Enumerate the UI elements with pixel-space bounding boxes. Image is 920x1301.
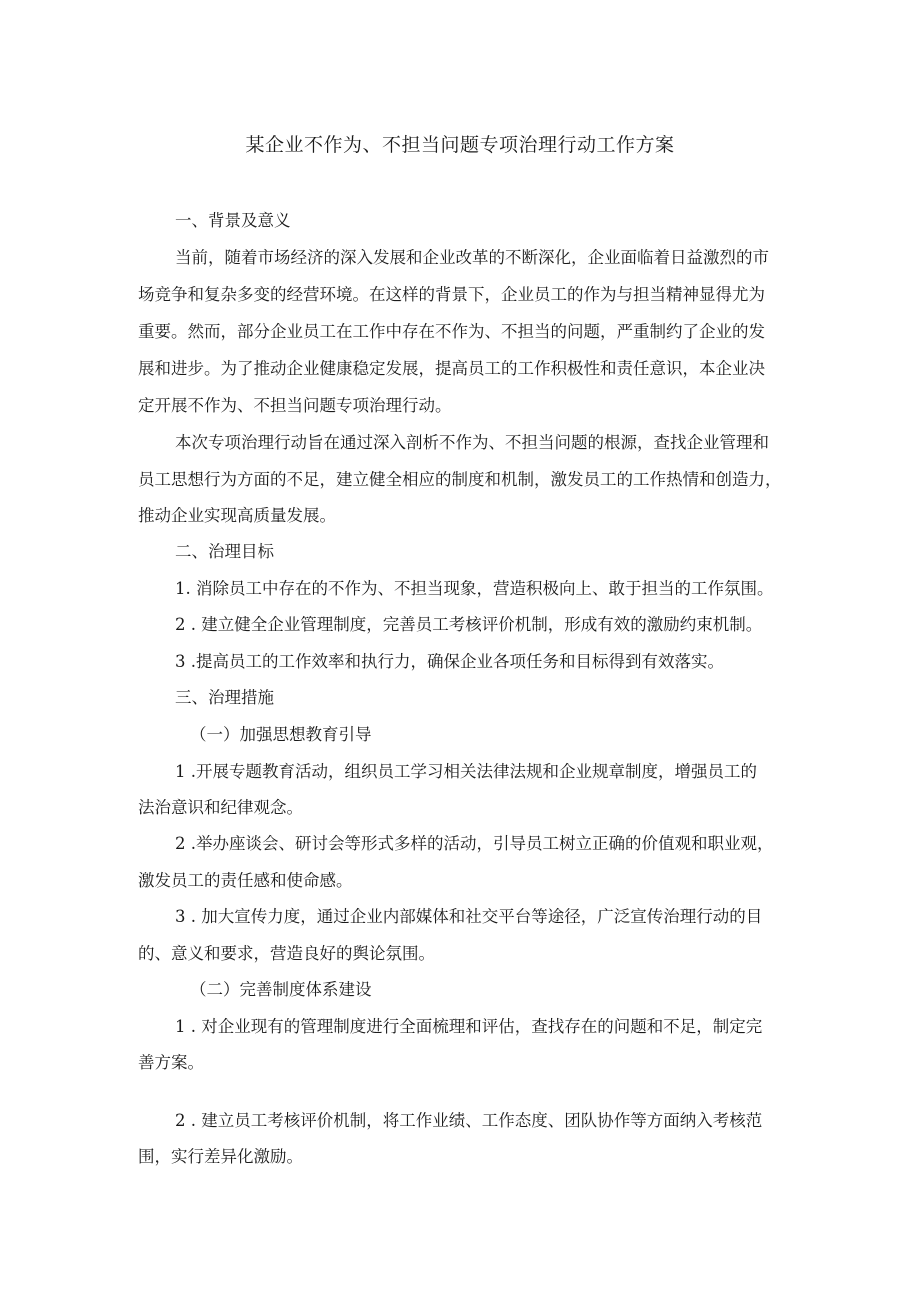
section-heading-measures: 三、治理措施 xyxy=(175,688,274,707)
goal-item: 1. 消除员工中存在的不作为、不担当现象，营造积极向上、敢于担当的工作氛围。 xyxy=(175,579,774,598)
paragraph-line: 场竞争和复杂多变的经营环境。在这样的背景下，企业员工的作为与担当精神显得尤为 xyxy=(138,285,765,304)
paragraph-line: 员工思想行为方面的不足，建立健全相应的制度和机制，激发员工的工作热情和创造力， xyxy=(138,470,782,489)
paragraph-line: 推动企业实现高质量发展。 xyxy=(138,506,336,525)
measure-item-line: 3 . 加大宣传力度，通过企业内部媒体和社交平台等途径，广泛宣传治理行动的目 xyxy=(175,907,763,926)
goal-item: 3 .提高员工的工作效率和执行力，确保企业各项任务和目标得到有效落实。 xyxy=(175,652,724,671)
section-heading-background: 一、背景及意义 xyxy=(175,211,291,230)
paragraph-line: 展和进步。为了推动企业健康稳定发展，提高员工的工作积极性和责任意识，本企业决 xyxy=(138,359,765,378)
measure-item-line: 1 . 对企业现有的管理制度进行全面梳理和评估，查找存在的问题和不足，制定完 xyxy=(175,1017,763,1036)
measure-item-line: 的、意义和要求，营造良好的舆论氛围。 xyxy=(138,944,435,963)
paragraph-line: 定开展不作为、不担当问题专项治理行动。 xyxy=(138,396,452,415)
subsection-heading: （二）完善制度体系建设 xyxy=(190,980,372,999)
document-title: 某企业不作为、不担当问题专项治理行动工作方案 xyxy=(245,134,675,156)
section-heading-goals: 二、治理目标 xyxy=(175,542,274,561)
paragraph-line: 重要。然而，部分企业员工在工作中存在不作为、不担当的问题，严重制约了企业的发 xyxy=(138,322,765,341)
measure-item-line: 法治意识和纪律观念。 xyxy=(138,798,303,817)
goal-item: 2 . 建立健全企业管理制度，完善员工考核评价机制，形成有效的激励约束机制。 xyxy=(175,615,763,634)
measure-item-line: 2 .举办座谈会、研讨会等形式多样的活动，引导员工树立正确的价值观和职业观， xyxy=(175,834,774,853)
measure-item-line: 2 . 建立员工考核评价机制，将工作业绩、工作态度、团队协作等方面纳入考核范 xyxy=(175,1111,763,1130)
paragraph-line: 当前，随着市场经济的深入发展和企业改革的不断深化，企业面临着日益激烈的市 xyxy=(175,248,769,267)
subsection-heading: （一）加强思想教育引导 xyxy=(190,725,372,744)
measure-item-line: 激发员工的责任感和使命感。 xyxy=(138,871,353,890)
measure-item-line: 围，实行差异化激励。 xyxy=(138,1147,303,1166)
measure-item-line: 善方案。 xyxy=(138,1053,204,1072)
measure-item-line: 1 .开展专题教育活动，组织员工学习相关法律法规和企业规章制度，增强员工的 xyxy=(175,762,757,781)
paragraph-line: 本次专项治理行动旨在通过深入剖析不作为、不担当问题的根源，查找企业管理和 xyxy=(175,433,769,452)
